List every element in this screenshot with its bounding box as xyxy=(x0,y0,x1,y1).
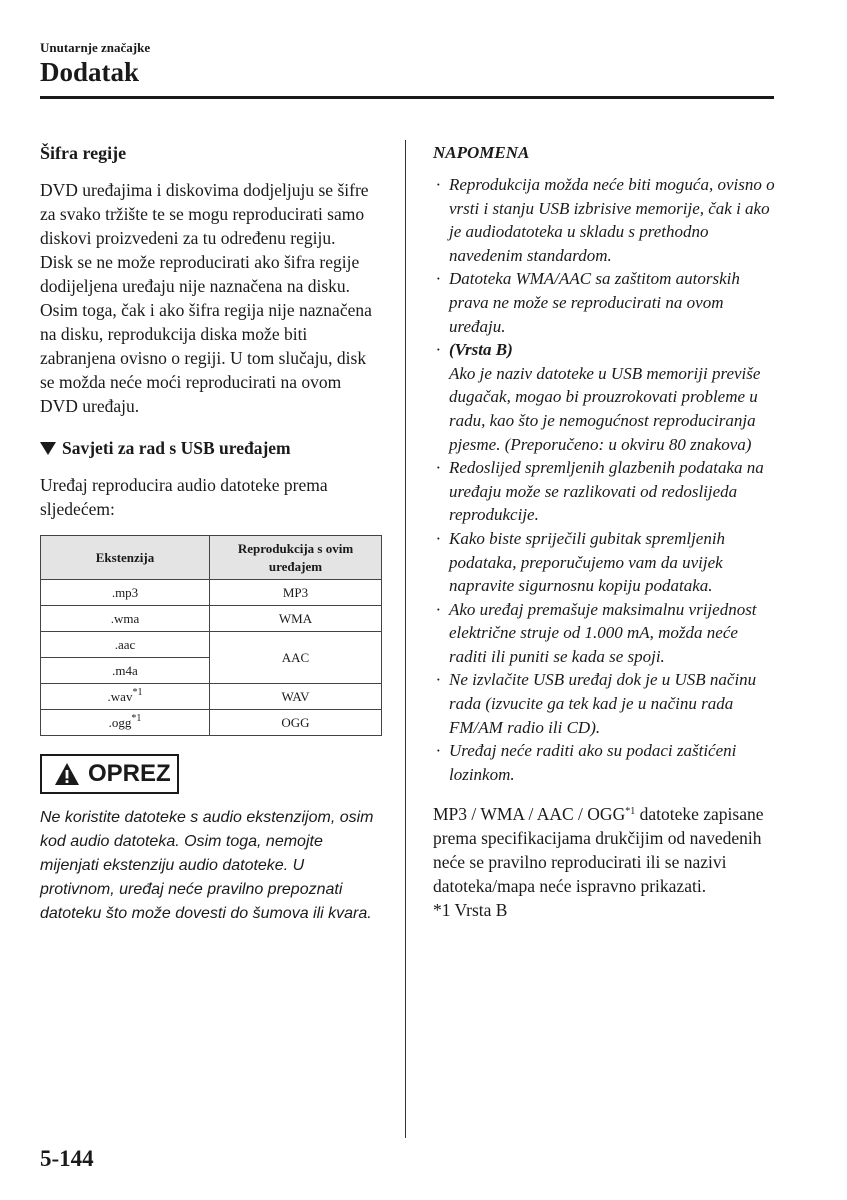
triangle-down-icon xyxy=(40,442,56,455)
usb-tips-heading xyxy=(40,438,380,459)
table-header-playback: Reprodukcija s ovim uređajem xyxy=(210,536,382,580)
table-row xyxy=(41,606,382,632)
region-paragraph-3: Osim toga, čak i ako šifra regija nije naznačena na disku, reprodukcija diska može biti zabranjena ovisno o regiji. U tom slučaju, disk se možda neće moći reproducirati na ovom DVD uređaju. xyxy=(40,300,372,416)
bullet-icon: · xyxy=(436,528,441,548)
caution-box xyxy=(40,754,179,794)
table-header-row xyxy=(41,536,382,580)
table-cell-format: WAV xyxy=(210,684,382,710)
table-row xyxy=(41,580,382,606)
footnote-marker: *1 xyxy=(131,712,142,724)
ext-text: .wav xyxy=(107,688,133,704)
extension-table xyxy=(40,535,382,736)
note-text: Ako je naziv datoteke u USB memoriji previše dugačak, mogao bi prouzrokovati probleme u radu, kao što je nemogućnost reproduciranja pjesme. (Preporučeno: u okviru 80 znakova) xyxy=(449,363,761,454)
usb-tips-heading-text: Savjeti za rad s USB uređajem xyxy=(62,438,291,458)
list-item xyxy=(433,668,778,739)
footnote-marker: *1 xyxy=(625,806,636,818)
table-row xyxy=(41,684,382,710)
note-text: Uređaj neće raditi ako su podaci zaštićeni lozinkom. xyxy=(449,741,737,784)
ext-text: .ogg xyxy=(108,714,132,730)
region-paragraph-1: DVD uređajima i diskovima dodjeljuju se šifre za svako tržište te se mogu reproducirati samo diskovi proizvedeni za tu određenu regiju. xyxy=(40,180,369,248)
table-cell-format: OGG xyxy=(210,710,382,736)
caution-text: Ne koristite datoteke s audio ekstenzijom, osim kod audio datoteka. Osim toga, nemojte mijenjati ekstenziju audio datoteke. U protivnom, uređaj neće pravilno prepoznati datoteku što može dovesti do šumova ili kvara. xyxy=(40,809,374,922)
formats-paragraph xyxy=(433,802,778,898)
note-text: Reprodukcija možda neće biti moguća, ovisno o vrsti i stanju USB izbrisive memorije, čak i ako je audiodatoteka u skladu s prethodno navedenim standardom. xyxy=(449,175,775,265)
region-code-heading: Šifra regije xyxy=(40,143,127,163)
table-cell-format: AAC xyxy=(210,632,382,684)
right-column xyxy=(433,143,778,922)
bullet-icon: · xyxy=(436,741,441,761)
note-text: Redoslijed spremljenih glazbenih podataka na uređaju može se razlikovati od redoslijeda reprodukcije. xyxy=(449,458,764,525)
list-item xyxy=(433,527,778,598)
list-item xyxy=(433,267,778,338)
table-cell-format: WMA xyxy=(210,606,382,632)
list-item xyxy=(433,456,778,527)
table-cell-ext: .m4a xyxy=(41,658,210,684)
header-divider xyxy=(40,96,774,99)
table-cell-ext: .aac xyxy=(41,632,210,658)
bullet-icon: · xyxy=(436,670,441,690)
table-cell-format: MP3 xyxy=(210,580,382,606)
caution-label: OPREZ xyxy=(88,760,171,787)
bullet-icon: · xyxy=(436,599,441,619)
table-cell-ext xyxy=(41,684,210,710)
note-type-label: (Vrsta B) xyxy=(449,340,513,360)
column-divider xyxy=(405,140,406,1138)
bullet-icon: · xyxy=(436,175,441,194)
list-item xyxy=(433,338,778,456)
page-title: Dodatak xyxy=(40,57,140,87)
bullet-icon: · xyxy=(436,269,441,289)
bullet-icon: · xyxy=(436,340,441,360)
table-cell-ext xyxy=(41,710,210,736)
warning-icon xyxy=(54,762,80,786)
section-label: Unutarnje značajke xyxy=(40,40,151,55)
bullet-icon: · xyxy=(436,458,441,478)
note-text: Datoteka WMA/AAC sa zaštitom autorskih prava ne može se reproducirati na ovom uređaju. xyxy=(449,269,740,336)
note-heading: NAPOMENA xyxy=(433,143,530,162)
page-number: 5-144 xyxy=(40,1146,94,1171)
table-header-extension: Ekstenzija xyxy=(41,536,210,580)
list-item xyxy=(433,173,778,267)
formats-rest: datoteke zapisane prema specifikacijama drukčijim od navedenih neće se pravilno reproducirati ili se nazivi datoteka/mapa neće ispravno prikazati. xyxy=(433,804,764,897)
note-text: Ako uređaj premašuje maksimalnu vrijednost električne struje od 1.000 mA, možda neće raditi ili puniti se kada se spoji. xyxy=(449,599,757,666)
usb-intro: Uređaj reproducira audio datoteke prema sljedećem: xyxy=(40,475,328,519)
table-cell-ext: .wma xyxy=(41,606,210,632)
list-item xyxy=(433,598,778,669)
table-row xyxy=(41,632,382,658)
note-text: Ne izvlačite USB uređaj dok je u USB načinu rada (izvucite ga tek kad je u načinu rada FM/AM radio ili CD). xyxy=(449,670,757,737)
footnote: *1 Vrsta B xyxy=(433,900,508,921)
note-text: Kako biste spriječili gubitak spremljenih podataka, preporučujemo vam da uvijek napravite sigurnosnu kopiju podataka. xyxy=(449,528,726,596)
footnote-marker: *1 xyxy=(132,686,143,698)
region-paragraph-2: Disk se ne može reproducirati ako šifra regije dodijeljena uređaju nije naznačena na disku. xyxy=(40,252,360,296)
table-cell-ext: .mp3 xyxy=(41,580,210,606)
left-column xyxy=(40,143,380,926)
note-list xyxy=(433,173,778,786)
table-row xyxy=(41,710,382,736)
formats-lead: MP3 / WMA / AAC / OGG xyxy=(433,804,626,825)
list-item xyxy=(433,739,778,786)
